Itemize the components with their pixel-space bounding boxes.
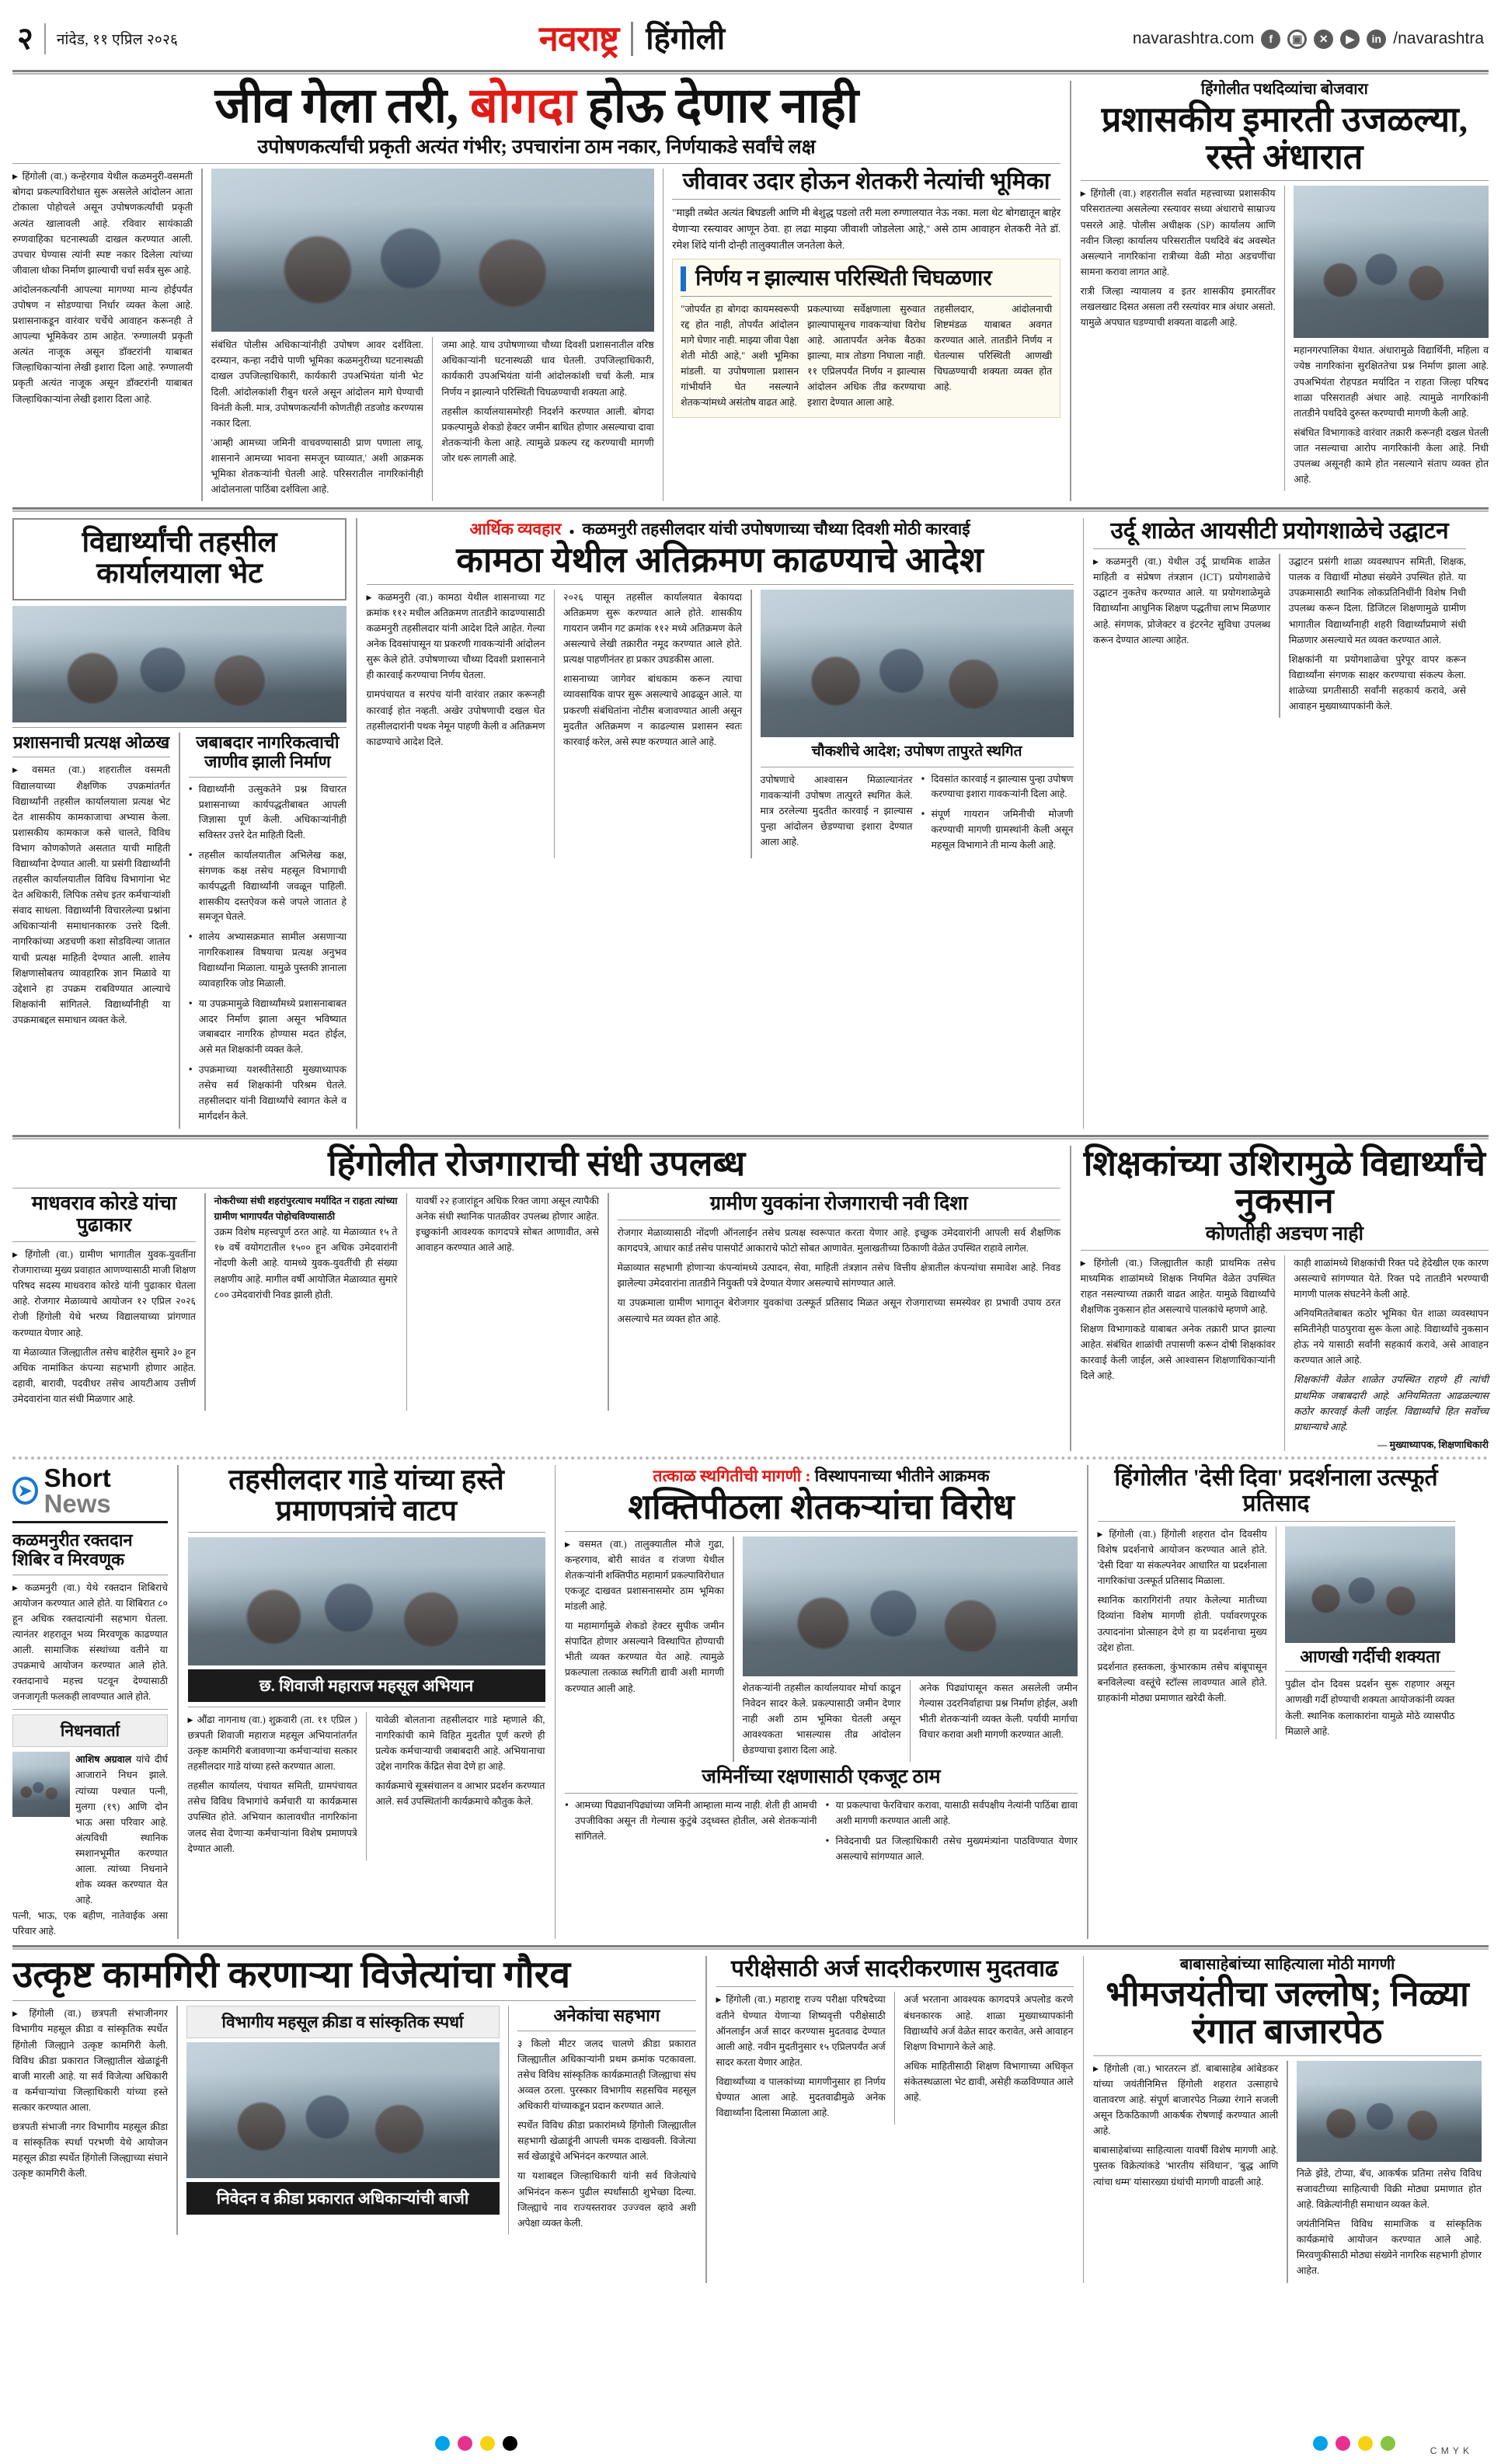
section-rule — [1083, 1956, 1085, 2282]
lead-box-headline: निर्णय न झाल्यास परिस्थिती चिघळणार — [681, 266, 1052, 291]
short-news-underline — [12, 1521, 168, 1523]
column-rule — [432, 337, 434, 501]
teachers-subhead: कोणतीही अडचण नाही — [1205, 1223, 1363, 1244]
obituary-name: आशिष अग्रवाल — [75, 1754, 132, 1766]
streetlight-headline: प्रशासकीय इमारती उजळल्या, रस्ते अंधारात — [1101, 100, 1468, 176]
pariksha-para4: अधिक माहितीसाठी शिक्षण विभागाच्या अधिकृत संकेतस्थळाला भेट द्यावी, असेही कळविण्यात आले आहे. — [904, 2060, 1074, 2104]
column-rule — [1279, 554, 1280, 718]
vijete-para5: या यशाबद्दल जिल्हाधिकारी यांनी सर्व विजेत्यांचे अभिनंदन करून पुढील स्पर्धांसाठी शुभेच्छा दिल्या. जिल्ह्याचे नाव राज्यस्तरावर उज्ज्वल व्हावे अशी अपेक्षा व्यक्त केली. — [517, 2170, 696, 2229]
lead-headline-part2: होऊ देणार नाही — [587, 78, 858, 133]
list-item: • उपक्रमाच्या यशस्वीतेसाठी मुख्याध्यापक तसेच सर्व शिक्षकांनी परिश्रम घेतले. तहसीलदार यांनी विद्यार्थ्यांचे स्वागत केले व मार्गदर्शन केले. — [189, 1063, 347, 1124]
pariksha-para3: अर्ज भरताना आवश्यक कागदपत्रे अपलोड करणे बंधनकारक आहे. शाळा मुख्याध्यापकांनी विद्यार्थ्यांचे अर्ज वेळेत सादर करावेत, असे आवाहन शिक्षण विभागाने केले आहे. — [904, 1994, 1074, 2052]
vijete-story — [12, 1956, 696, 2282]
tahsildar-photo — [188, 1537, 545, 1665]
bhim-photo — [1297, 2061, 1482, 2162]
rojgar-sidehead: माधवराव कोरडे यांचा पुढाकार — [31, 1193, 177, 1237]
list-item: • निवेदनाची प्रत जिल्हाधिकारी तसेच मुख्यमंत्र्यांना पाठविण्यात येणार असल्याचे सांगण्यात आले. — [826, 1834, 1078, 1865]
rojgar-right-title: ग्रामीण युवकांना रोजगाराची नवी दिशा — [709, 1193, 968, 1215]
masthead-rule — [12, 70, 1489, 75]
column-rule — [1276, 1526, 1277, 1739]
tahsildar-story — [188, 1465, 545, 1939]
lead-col-3 — [441, 337, 653, 501]
shakti-photo-block — [743, 1537, 1078, 1762]
kamtha-story: आर्थिक व्यवहार ● कळमनुरी तहसीलदार यांची उपोषणाच्या चौथ्या दिवशी मोठी कारवाई कामठा येथील अतिक्रमण काढण्याचे आदेश ▶ कळमनुरी (वा.) कामठा येथील शासनाच्या गट क्रमांक ११२ मधील अतिक्रमण तातडीने काढण्यासाठी कळमनुरी तहसीलदार यांनी आदेश दिले आहेत. गेल्या अनेक दिवसांपासून या प्रकरणी गावकऱ्यांनी आंदोलन सुरू केले होते. उपोषणाच्या चौथ्या दिवशी प्रशासनाने ही कारवाई करण्याचा निर्णय घेतला. ग्रामपंचायत व सरपंच यांनी वारंवार तक्रार करूनही कारवाई होत नव्हती. अखेर उपोषणाची दखल घेत तहसीलदारांनी पथक नेमून पाहणी केली व अतिक्रमण काढण्याचे आदेश दिले. २०२६ पासून तहसील कार्यालयात बेकायदा अतिक्रमण सुरू करण्यात आले होते. शासकीय गायरान जमीन गट क्रमांक ११२ मध्ये अतिक्रमण केले असल्याचे लेखी तक्रारीत नमूद करण्यात आले होते. प्रत्यक्ष पाहणीनंतर हा प्रकार उघडकीस आला. शासनाच्या जागेवर बांधकाम करून त्याचा व्यावसायिक वापर सुरू असल्याचे आढळून आले. या प्रकरणी संबंधितांना नोटीस बजावण्यात आली असून मुदतीत अतिक्रमण न काढल्यास प्रशासन स्वतः कारवाई करेल, असे स्पष्ट करण्यात आले आहे. चौकशीचे आदेश; उपोषण तापुरते स्थगित उपोषणाचे आश्वासन मिळाल्यानंतर गावकऱ्यांनी उपोषण तात्पुरते स्थगित केले. मात्र ठरलेल्या मुदतीत कारवाई न झाल्यास पुन्हा आंदोलन छेडण्याचा इशारा देण्यात आला आहे. • दिवसांत कारवाई न झाल्यास पुन्हा उपोषण करण्याचा इशारा गावकऱ्यांनी दिला आहे. • संपूर्ण गायरान जमिनीची मोजणी करण्याची मागणी ग्रामस्थांनी केली असून महसूल विभागाने ती मान्य केली आहे. — [367, 518, 1074, 1129]
column-rule — [179, 733, 180, 1129]
shakti-col-3 — [919, 1680, 1078, 1762]
streetlight-col1-para1: ▶ हिंगोली (वा.) शहरातील सर्वात महत्त्वाच्या प्रशासकीय परिसरातल्या असलेल्या रस्त्यावर सध्या अंधाराचे साम्राज्य पसरले आहे. पोलीस अधीक्षक (SP) कार्यालय आणि नवीन जिल्हा कार्यालय परिसरातील पथदिवे बंद अवस्थेत असल्याने नागरिकांना रात्रीच्या वेळी मोठा अडचणींचा सामना करावा लागत आहे. — [1081, 186, 1276, 280]
tahsildar-col-1 — [188, 1712, 357, 1860]
streetlight-col-2 — [1294, 186, 1489, 491]
shakti-kicker-red: तत्काळ स्थगितीची मागणी : — [653, 1467, 811, 1486]
list-item: • विद्यार्थ्यांनी उत्सुकतेने प्रश्न विचारत प्रशासनाच्या कार्यपद्धतीबाबत आपली जिज्ञासा पूर्ण केली. अधिकाऱ्यांनीही सविस्तर उत्तरे देत माहिती दिली. — [189, 782, 347, 844]
rojgar-col1-para2: या मेळाव्यात जिल्ह्यातील तसेच बाहेरील सुमारे ३० हून अधिक नामांकित कंपन्या सहभागी होणार आहेत. दहावी, बारावी, पदवीधर तसेच आयटीआय उत्तीर्ण उमेदवारांना यात संधी मिळणार आहे. — [12, 1346, 196, 1404]
column-rule — [204, 1193, 206, 1411]
short-news-title-gray: News — [44, 1489, 111, 1519]
tahsildar-col-2 — [375, 1712, 545, 1860]
lead-tint-box — [672, 259, 1060, 418]
vijete-para4: स्पर्धेत विविध क्रीडा प्रकारांमध्ये हिंगोली जिल्ह्यातील सहभागी खेळाडूंनी आपली चमक दाखवली. विजेत्या सर्व खेळाडूंचे अभिनंदन करण्यात आले. — [517, 2120, 696, 2163]
lead-headline-part1: जीव गेला तरी, — [214, 78, 458, 133]
footer-dots-left — [435, 2436, 522, 2455]
lead-col2-para1: संबंधित पोलीस अधिकाऱ्यांनीही उपोषण आवर दर्शविला. दरम्यान, कन्हा नदीचे पाणी भूमिका कळमनुरीच्या घटनास्थळी दाखल उपजिल्हाधिकारी, कार्यकारी उपअभियंता यांनी भेट दिली. आंदोलकांशी रीबुन धरले असून आंदोलन मागे घेण्याची विनंती केली. मात्र, उपोषणकर्त्यांनी कोणतीही तडजोड करण्यास नकार दिला. — [211, 339, 423, 429]
ict-col-1 — [1093, 554, 1270, 718]
rojgar-story — [12, 1146, 1060, 1451]
bhim-para3: निळे झेंडे, टोप्या, बॅच, आकर्षक प्रतिमा तसेच विविध सजावटीच्या साहित्याची विक्री मोठ्या प्रमाणात होत आहे. विक्रेत्यांनीही समाधान व्यक्त केले. — [1296, 2167, 1482, 2211]
instagram-icon[interactable]: ▣ — [1287, 30, 1307, 49]
bhim-col-2 — [1297, 2061, 1482, 2283]
short-news-title — [44, 1463, 168, 1519]
teachers-col1-para2: शिक्षण विभागाकडे याबाबत अनेक तक्रारी प्राप्त झाल्या आहेत. संबंधित शाळांची तपासणी करून दोषी शिक्षकांवर कारवाई केली जाईल, असे आश्वासन शिक्षणाधिकाऱ्यांनी दिले आहे. — [1080, 1324, 1276, 1382]
kamtha-photo-block — [761, 590, 1074, 858]
vijete-col-2 — [517, 2006, 696, 2234]
section-divider-2 — [12, 1135, 1489, 1140]
teachers-col1-para1: ▶ हिंगोली (वा.) जिल्ह्यातील काही प्राथमिक तसेच माध्यमिक शाळांमध्ये शिक्षक नियमित वेळेत उपस्थित राहत नसल्याच्या तक्रारी वाढत आहेत. यामुळे विद्यार्थ्यांचे शैक्षणिक नुकसान होत असल्याचे पालकांचे म्हणणे आहे. — [1081, 1255, 1276, 1317]
edition-name: हिंगोली — [646, 21, 726, 56]
vijete-para3: ३ किलो मीटर जलद चालणे क्रीडा प्रकारात जिल्ह्यातील अधिकाऱ्यांनी प्रथम क्रमांक पटकावला. तसेच विविध सांस्कृतिक कार्यक्रमातही जिल्ह्याचा संघ अव्वल ठरला. पुरस्कार विभागीय सहसचिव महसूल अधिकारी यांच्याकडून प्रदान करण्यात आले. — [517, 2038, 696, 2112]
vijete-photo-bar: निवेदन व क्रीडा प्रकारात अधिकाऱ्यांची बाजी — [186, 2182, 500, 2215]
masthead-left — [17, 23, 178, 54]
rojgar-headline: हिंगोलीत रोजगाराची संधी उपलब्ध — [328, 1144, 746, 1184]
teachers-col2-para1: काही शाळांमध्ये शिक्षकांची रिक्त पदे हेदेखील एक कारण असल्याचे सांगण्यात येते. रिक्त पदे तातडीने भरण्याची मागणी पालक संघटनेने केली आहे. — [1294, 1257, 1489, 1300]
vijete-photo-block — [186, 2006, 500, 2234]
desi-diva-para1: ▶ हिंगोली (वा.) हिंगोली शहरात दोन दिवसीय विशेष प्रदर्शनाचे आयोजन करण्यात आले होते. 'देसी दिवा' या संकल्पनेवर आधारित या प्रदर्शनाला नागरिकांचा उत्स्फूर्त प्रतिसाद मिळाला. — [1098, 1526, 1267, 1589]
bhim-para1: ▶ हिंगोली (वा.) भारतरत्न डॉ. बाबासाहेब आंबेडकर यांच्या जयंतीनिमित्त हिंगोली शहरात उत्साहाचे वातावरण आहे. संपूर्ण बाजारपेठ निळ्या रंगाने सजली असून ठिकठिकाणी आकर्षक रोषणाई करण्यात आली आहे. — [1093, 2061, 1278, 2139]
lead-section — [12, 78, 1489, 501]
band-two — [12, 518, 1489, 1129]
streetlight-photo — [1294, 186, 1489, 338]
kamtha-col-1 — [367, 590, 545, 858]
lead-col2-para2: 'आम्ही आमच्या जमिनी वाचवण्यासाठी प्राण पणाला लावू. शासनाने आमच्या भावना समजून घ्याव्यात,' अशी आक्रमक भूमिका शेतकऱ्यांनी घेतली आहे. परिसरातील नागरिकांनीही आंदोलनाला पाठिंबा दर्शविला आहे. — [211, 437, 423, 496]
band-four — [12, 1465, 1489, 1939]
students-col-2 — [189, 733, 347, 1129]
students-bullet-list — [189, 782, 347, 1125]
lead-box-col2: प्रकल्पाच्या सर्वेक्षणाला सुरुवात झाल्यापासूनच गावकऱ्यांचा विरोध आहे. आतापर्यंत अनेक बैठका झाल्या, मात्र तोडगा निघाला नाही. ११ एप्रिलपर्यंत निर्णय न झाल्यास आंदोलन अधिक तीव्र करण्याचा इशारा देण्यात आला आहे. — [807, 303, 926, 409]
desi-diva-para2: स्थानिक कारागिरांनी तयार केलेल्या मातीच्या दिव्यांना विशेष मागणी होती. पर्यावरणपूरक उत्पादनांना प्रोत्साहन देणे हा या प्रदर्शनाचा मुख्य उद्देश होता. — [1097, 1595, 1267, 1653]
list-item: • दिवसांत कारवाई न झाल्यास पुन्हा उपोषण करण्याचा इशारा गावकऱ्यांनी दिला आहे. — [921, 772, 1074, 803]
ict-col-2 — [1289, 554, 1466, 718]
desi-diva-col-1 — [1098, 1526, 1267, 1739]
lead-center-block — [211, 169, 654, 501]
band-five — [12, 1956, 1489, 2282]
lead-story — [12, 78, 1061, 501]
lead-quote-block — [672, 169, 1060, 501]
column-rule — [508, 2006, 510, 2234]
students-col2-title: जबाबदार नागरिकत्वाची जाणीव झाली निर्माण — [196, 733, 340, 772]
short-news-item-title: कळमनुरीत रक्तदान शिबिर व मिरवणूक — [12, 1530, 133, 1570]
shakti-kicker-black: विस्थापनाच्या भीतीने आक्रमक — [814, 1467, 990, 1486]
teachers-col-1 — [1081, 1255, 1276, 1451]
footer-registration-marks — [0, 2438, 1501, 2455]
column-rule — [554, 590, 555, 858]
dot-magenta — [458, 2436, 472, 2451]
date-line: नांदेड, ११ एप्रिल २०२६ — [56, 32, 179, 48]
section-rule — [705, 1956, 707, 2282]
tahsildar-para2: तहसील कार्यालय, पंचायत समिती, ग्रामपंचायत तसेच विविध विभागांचे कर्मचारी या कार्यक्रमास उपस्थित होते. अभियान कालावधीत नागरिकांना जलद सेवा देणाऱ्या कर्मचाऱ्यांना विशेष प्रमाणपत्रे देण्यात आली. — [187, 1780, 357, 1854]
column-rule — [608, 1193, 609, 1411]
list-item: • या प्रकल्पाचा फेरविचार करावा, यासाठी सर्वपक्षीय नेत्यांनी पाठिंबा द्यावा अशी मागणी करण्यात आली आहे. — [826, 1798, 1078, 1829]
short-news-header — [12, 1463, 168, 1519]
cmyk-label: C M Y K — [1430, 2445, 1470, 2456]
column-rule — [663, 169, 664, 501]
short-news-title-black: Short — [44, 1463, 111, 1493]
rojgar-col-1 — [12, 1193, 196, 1411]
section-rule — [177, 1465, 179, 1939]
shakti-story — [565, 1465, 1078, 1939]
social-handle: /navarashtra — [1393, 30, 1484, 47]
rojgar-col-2 — [214, 1193, 398, 1411]
rojgar-col4-para1: रोजगार मेळाव्यासाठी नोंदणी ऑनलाईन तसेच प्रत्यक्ष स्वरूपात करता येणार आहे. इच्छुक उमेदवारांनी आपली सर्व शैक्षणिक कागदपत्रे, आधार कार्ड तसेच पासपोर्ट आकाराचे फोटो सोबत आणावेत. मुलाखतीच्या ठिकाणी वेळेत उपस्थित राहावे लागेल. — [617, 1227, 1061, 1255]
lead-photo — [211, 169, 654, 332]
rojgar-col-3 — [416, 1193, 599, 1411]
teachers-col-2 — [1294, 1255, 1489, 1451]
list-item: • संपूर्ण गायरान जमिनीची मोजणी करण्याची मागणी ग्रामस्थांनी केली असून महसूल विभागाने ती मान्य केली आहे. — [921, 807, 1074, 854]
shakti-headline: शक्तिपीठला शेतकऱ्यांचा विरोध — [628, 1488, 1015, 1527]
students-photo — [12, 606, 347, 722]
column-rule — [201, 169, 203, 501]
shakti-para4: अनेक पिढ्यांपासून कसत असलेली जमीन गेल्यास उदरनिर्वाहाचा प्रश्न निर्माण होईल, अशी भीती शेतकऱ्यांनी व्यक्त केली. पर्यायी मार्गाचा विचार करावा अशी मागणी करण्यात आली. — [919, 1682, 1078, 1740]
dot-black — [503, 2436, 517, 2451]
rojgar-mid-title: नोकरीच्या संधी शहरांपुरत्याच मर्यादित न राहता त्यांच्या ग्रामीण भागापर्यंत पोहोचविण्यासाठी — [214, 1195, 398, 1223]
kamtha-photo-caption: चौकशीचे आदेश; उपोषण तापुरते स्थगित — [811, 743, 1022, 760]
kamtha-kicker: कळमनुरी तहसीलदार यांची उपोषणाच्या चौथ्या दिवशी मोठी कारवाई — [582, 520, 970, 539]
pariksha-para1: ▶ हिंगोली (वा.) महाराष्ट्र राज्य परीक्षा परिषदेच्या वतीने घेण्यात येणाऱ्या शिष्यवृत्ती परीक्षेसाठी ऑनलाईन अर्ज सादर करण्यास मुदतवाढ देण्यात आली आहे. नवीन मुदतीनुसार १५ एप्रिलपर्यंत अर्ज सादर करता येणार आहेत. — [716, 1992, 886, 2069]
section-divider-4 — [12, 1945, 1489, 1950]
masthead-right — [1133, 30, 1484, 49]
streetlight-col2-para2: संबंधित विभागाकडे वारंवार तक्रारी करूनही दखल घेतली जात नसल्याचा आरोप नागरिकांनी केला आहे. निधी उपलब्ध असूनही कामे होत नसल्याने संताप व्यक्त होत आहे. — [1294, 426, 1489, 485]
shakti-col-2 — [743, 1680, 901, 1762]
short-news-item-body: ▶ कळमनुरी (वा.) येथे रक्तदान शिबिराचे आयोजन करण्यात आले होते. या शिबिरात ८० हून अधिक रक्तदात्यांनी सहभाग घेतला. त्यानंतर शहरातून भव्य मिरवणूक काढण्यात आली. सामाजिक संस्थांच्या वतीने या उपक्रमाचे आयोजन करण्यात आले होते. रक्तदानाचे महत्त्व पटवून देण्यासाठी जनजागृती फलकही लावण्यात आले होते. — [12, 1580, 168, 1705]
lead-headline-highlight: बोगदा — [470, 78, 576, 133]
vijete-col2-title: अनेकांचा सहभाग — [553, 2006, 660, 2026]
kamtha-col1-para2: ग्रामपंचायत व सरपंच यांनी वारंवार तक्रार करूनही कारवाई होत नव्हती. अखेर उपोषणाची दखल घेत तहसीलदारांनी पथक नेमून पाहणी केली व अतिक्रमण काढण्याचे आदेश दिले. — [366, 689, 545, 747]
students-subhead: प्रशासनाची प्रत्यक्ष ओळख — [12, 733, 170, 753]
streetlight-col2-para1: महानगरपालिका येथात. अंधारामुळे विद्यार्थिनी, महिला व ज्येष्ठ नागरिकांना सुरक्षिततेचा प्रश्न निर्माण झाला आहे. उपअभियंता रोहपडत मर्यादित न राहता जिल्हा परिषद शाळा परिसरातही अंधार आहे. त्यामुळे नागरिकांनी तातडीने पथदिवे दुरुस्त करण्याची मागणी केली आहे. — [1294, 345, 1489, 419]
teachers-headline: शिक्षकांच्या उशिरामुळे विद्यार्थ्यांचे नुकसान — [1083, 1144, 1485, 1221]
bhim-headline: भीमजयंतीचा जल्लोष; निळ्या रंगात बाजारपेठ — [1106, 1975, 1469, 2052]
tahsildar-caption-bar: छ. शिवाजी महाराज महसूल अभियान — [188, 1669, 545, 1702]
shakti-para3: शेतकऱ्यांनी तहसील कार्यालयावर मोर्चा काढून निवेदन सादर केले. प्रकल्पासाठी जमीन देणार नाही अशी ठाम भूमिका घेतली असून आवश्यकता भासल्यास तीव्र आंदोलन छेडण्याचा इशारा दिला आहे. — [742, 1682, 901, 1756]
lead-col-1 — [12, 169, 193, 501]
ict-para3: शिक्षकांनी या प्रयोगशाळेचा पुरेपूर वापर करून विद्यार्थ्यांना संगणक साक्षर करण्याचा संकल्प केला. शाळेच्या प्रगतीसाठी सर्वांनी सहकार्य करावे, असे आवाहन मुख्याध्यापकांनी केले. — [1288, 653, 1466, 712]
section-rule — [1070, 81, 1071, 501]
list-item: • तहसील कार्यालयातील अभिलेख कक्ष, संगणक कक्ष तसेच महसूल विभागाची कार्यपद्धती विद्यार्थ्यांनी जवळून पाहिली. शासकीय दस्तऐवज कसे जपले जातात हे समजून घेतले. — [189, 848, 347, 925]
column-rule — [1287, 2061, 1288, 2283]
section-rule — [1087, 1465, 1088, 1939]
pariksha-col-2 — [904, 1992, 1073, 2125]
section-divider-3 — [12, 1456, 1489, 1460]
lead-box-col1: "जोपर्यंत हा बोगदा कायमस्वरूपी रद्द होत नाही, तोपर्यंत आंदोलन मागे घेणार नाही. माझ्या जीवा पेक्षा शेती मोठी आहे," अशी भूमिका मांडली. या उपोषणाला प्रशासन गांभीर्याने घेत नसल्याने शेतकऱ्यांमध्ये असंतोष वाढत आहे. — [681, 303, 799, 409]
tahsildar-headline: तहसीलदार गाडे यांच्या हस्ते प्रमाणपत्रांचे वाटप — [228, 1464, 504, 1527]
teachers-quote-attribution: — मुख्याध्यापक, शिक्षणाधिकारी — [1377, 1439, 1489, 1451]
masthead-center — [538, 19, 726, 58]
vijete-para1: ▶ हिंगोली (वा.) छत्रपती संभाजीनगर विभागीय महसूल क्रीडा व सांस्कृतिक स्पर्धेत हिंगोली जिल्ह्याने उत्कृष्ट कामगिरी केली. विविध क्रीडा प्रकारात जिल्ह्यातील खेळाडूंनी बाजी मारली आहे. या सर्व विजेत्या अधिकारी व कर्मचाऱ्यांचा जिल्हाधिकारी यांच्या हस्ते सत्कार करण्यात आला. — [12, 2006, 168, 2115]
tahsildar-para3: यावेळी बोलताना तहसीलदार गाडे म्हणाले की, नागरिकांची कामे विहित मुदतीत पूर्ण करणे ही प्रत्येक कर्मचाऱ्याची जबाबदारी आहे. अभियानाचा उद्देश नागरिक केंद्रित सेवा देणे हा आहे. — [375, 1714, 545, 1773]
band-three — [12, 1146, 1489, 1451]
students-headline: विद्यार्थ्यांची तहसील कार्यालयाला भेट — [82, 527, 277, 590]
rojgar-col-4 — [618, 1193, 1061, 1411]
footer-dots-right — [1313, 2436, 1400, 2455]
vijete-photo — [186, 2042, 500, 2178]
kamtha-col1-para1: ▶ कळमनुरी (वा.) कामठा येथील शासनाच्या गट क्रमांक ११२ मधील अतिक्रमण तातडीने काढण्यासाठी कळमनुरी तहसीलदार यांनी आदेश दिले आहेत. गेल्या अनेक दिवसांपासून या प्रकरणी गावकऱ्यांनी आंदोलन सुरू केले होते. उपोषणाच्या चौथ्या दिवशी प्रशासनाने ही कारवाई करण्याचा निर्णय घेतला. — [367, 590, 545, 684]
shakti-para2: या महामार्गामुळे शेकडो हेक्टर सुपीक जमीन संपादित होणार असल्याने विस्थापित होण्याची भीती व्यक्त करण्यात येत आहे. त्यामुळे प्रकल्पाला तत्काळ स्थगिती द्यावी अशी मागणी करण्यात आली आहे. — [565, 1620, 724, 1694]
bhim-para4: जयंतीनिमित्त विविध सामाजिक व सांस्कृतिक कार्यक्रमांचे आयोजन करण्यात आले आहे. मिरवणुकीसाठी मोठ्या संख्येने नागरिक सहभागी होणार आहेत. — [1296, 2219, 1482, 2277]
kamtha-col2-para1: २०२६ पासून तहसील कार्यालयात बेकायदा अतिक्रमण सुरू करण्यात आले होते. शासकीय गायरान जमीन गट क्रमांक ११२ मध्ये अतिक्रमण केले असल्याचे लेखी तक्रारीत नमूद करण्यात आले होते. प्रत्यक्ष पाहणीनंतर हा प्रकार उघडकीस आला. — [563, 591, 742, 666]
pariksha-headline: परीक्षेसाठी अर्ज सादरीकरणास मुदतवाढ — [731, 1956, 1058, 1982]
lead-box-col3: तहसीलदार, आंदोलनाची शिष्टमंडळ याबाबत अवगत करण्यात आले. तातडीने निर्णय न घेतल्यास परिस्थिती आणखी चिघळण्याची शक्यता व्यक्त होत आहे. — [934, 303, 1053, 393]
kamtha-kicker-red: आर्थिक व्यवहार — [469, 520, 562, 539]
lead-rule — [12, 163, 1060, 164]
students-headline-box — [12, 518, 347, 600]
vijete-col-1 — [12, 2006, 168, 2234]
lead-headline — [12, 78, 1060, 133]
youtube-icon[interactable]: ▶ — [1340, 30, 1360, 49]
tahsildar-para1: ▶ औंढा नागनाथ (वा.) शुक्रवारी (ता. ११ एप्रिल ) छत्रपती शिवाजी महाराज महसूल अभियानांतर्गत उत्कृष्ट कामगिरी बजावणाऱ्या कर्मचाऱ्यांचा सत्कार तहसीलदार गाडे यांच्या हस्ते करण्यात आला. — [188, 1712, 357, 1774]
list-item: • या उपक्रमामुळे विद्यार्थ्यांमध्ये प्रशासनाबाबत आदर निर्माण झाला असून भविष्यात जबाबदार नागरिक होण्यास मदत होईल, असे मत शिक्षकांनी व्यक्त केले. — [189, 997, 347, 1058]
section-rule — [1070, 1146, 1071, 1451]
column-rule — [733, 1537, 734, 1762]
rojgar-col3-para1: यावर्षी २२ हजारांहून अधिक रिक्त जागा असून त्यापैकी अनेक संधी स्थानिक पातळीवर उपलब्ध होणार आहेत. इच्छुकांनी आवश्यक कागदपत्रे सोबत आणावीत, असे आवाहन करण्यात आले आहे. — [416, 1195, 599, 1254]
lead-col1-para1: ▶ हिंगोली (वा.) कन्हेरगाव येथील कळमनुरी-वसमती बोगदा प्रकल्पाविरोधात सुरू असलेले आंदोलन आता टोकाला पोहोचले असून उपोषणकर्त्यांची प्रकृती अत्यंत खालावली आहे. रविवार सायंकाळी रुग्णवाहिका घटनास्थळी दाखल करण्यात आली. उपचार घेण्यास त्यांनी स्पष्ट नकार दिलेला त्यांच्या जीवाला धोका निर्माण झाल्याची चर्चा सर्वत्र सुरू आहे. — [12, 169, 193, 278]
ict-story — [1093, 518, 1466, 1129]
logo-separator — [631, 22, 633, 56]
column-rule — [1284, 1255, 1286, 1451]
students-story — [12, 518, 347, 1129]
lead-subhead: उपोषणकर्त्यांची प्रकृती अत्यंत गंभीर; उपचारांना ठाम नकार, निर्णयाकडे सर्वांचे लक्ष — [257, 136, 816, 158]
facebook-icon[interactable]: f — [1261, 30, 1280, 49]
shakti-photo — [743, 1537, 1078, 1676]
section-divider-1 — [12, 507, 1489, 512]
rojgar-col2-para1: उक्रम विशेष महत्त्वपूर्ण ठरत आहे. या मेळाव्यात १५ ते १७ वर्षे वयोगटातील १५०० हून अधिक उमेदवारांनी नोंदणी केली आहे. यामध्ये युवक-युवतींची ही संख्या लक्षणीय आहे. मागील वर्षी आयोजित मेळाव्यात सुमारे ८०० उमेदवारांची निवड झाली होती. — [214, 1227, 398, 1300]
section-rule — [555, 1465, 556, 1939]
lead-col3-para2: तहसील कार्यालयासमोरही निदर्शने करण्यात आली. बोगदा प्रकल्पामुळे शेकडो हेक्टर जमीन बाधित होणार असल्याचा दावा शेतकऱ्यांनी केला आहे. त्यामुळे प्रकल्प रद्द करण्याची मागणी जोर धरू लागली आहे. — [441, 405, 654, 464]
kamtha-bullets — [921, 772, 1074, 858]
dot-green — [1381, 2436, 1395, 2451]
rojgar-col1-para1: ▶ हिंगोली (वा.) ग्रामीण भागातील युवक-युवतींना रोजगाराच्या मुख्य प्रवाहात आणण्यासाठी माजी शिक्षण परिषद सदस्य माधवराव कोरडे यांनी पुढाकार घेतला आहे. रोजगार मेळाव्याचे आयोजन १२ एप्रिल २०२६ रोजी हिंगोली येथे भरघ्य विद्यालयाच्या प्रांगणात करण्यात येणार आहे. — [12, 1247, 196, 1341]
desi-diva-subhead: आणखी गर्दीची शक्यता — [1300, 1647, 1440, 1667]
dot-cyan — [435, 2436, 450, 2451]
masthead-divider — [44, 23, 46, 54]
lead-col3-para1: जमा आहे. याच उपोषणाच्या चौथ्या दिवशी प्रशासनातील वरिष्ठ अधिकाऱ्यांनी घटनास्थळी धाव घेतली. उपजिल्हाधिकारी, कार्यकारी उपअभियंता यांनी आंदोलकांशी चर्चा केली. मात्र निर्णय न झाल्याने परिस्थिती चिघळण्याची शक्यता आहे. — [441, 339, 654, 398]
dot-yellow — [480, 2436, 495, 2451]
streetlight-story — [1081, 81, 1489, 501]
desi-diva-story — [1098, 1465, 1455, 1939]
shakti-subhead: जमिनींच्या रक्षणासाठी एकजूट ठाम — [702, 1766, 941, 1788]
bhim-kicker: बाबासाहेबांच्या साहित्याला मोठी मागणी — [1179, 1956, 1395, 1974]
rojgar-col4-para3: या उपक्रमाला ग्रामीण भागातून बेरोजगार युवकांचा उत्स्फूर्त प्रतिसाद मिळत असून रोजगाराच्या समस्येवर हा प्रभावी उपाय ठरत असल्याचे मत व्यक्त होत आहे. — [617, 1297, 1061, 1324]
column-rule — [406, 1193, 408, 1411]
vijete-para2: छत्रपती संभाजी नगर विभागीय महसूल क्रीडा व सांस्कृतिक स्पर्धा परभणी येथे आयोजन महसूल क्रीडा स्पर्धेत हिंगोली जिल्ह्याच्या संघाने उत्कृष्ट कामगिरी केली. — [12, 2121, 168, 2180]
shakti-bullets-2 — [826, 1798, 1078, 1869]
website-url[interactable]: navarashtra.com — [1132, 30, 1255, 47]
bhim-story — [1093, 1956, 1482, 2282]
section-rule — [356, 518, 357, 1129]
obituary-bar: निधनवार्ता — [12, 1714, 168, 1747]
publication-logo: नवराष्ट्र — [538, 19, 619, 58]
shakti-col-1 — [565, 1537, 724, 1762]
teachers-col2-para2: अनियमिततेबाबत कठोर भूमिका घेत शाळा व्यवस्थापन समितीनेही पाठपुरावा सुरू केला आहे. विद्यार्थ्यांचे नुकसान होऊ नये यासाठी सर्वांनी सहकार्य करावे, असे आवाहन करण्यात आले आहे. — [1294, 1308, 1489, 1366]
vijete-bar: विभागीय महसूल क्रीडा व सांस्कृतिक स्पर्धा — [186, 2006, 500, 2038]
obituary-photo — [12, 1752, 70, 1817]
lead-sub-headline: जीवावर उदार होऊन शेतकरी नेत्यांची भूमिका — [682, 169, 1050, 195]
lead-pullquote: "माझी तब्येत अत्यंत बिघडली आणि मी बेशुद्ध पडलो तरी मला रुग्णालयात नेऊ नका. मला थेट बोगद्यातून बाहेर येणाऱ्या रस्त्यावर आणून ठेवा. हा लढा माझ्या जीवाशी जोडलेला आहे," असे ठाम आवाहन शेतकरी नेते डॉ. रमेश शिंदे यांनी दोन्ही तालुक्यातील जनतेला केले. — [672, 207, 1061, 252]
desi-diva-col-2 — [1285, 1526, 1454, 1739]
dot-cyan — [1313, 2436, 1328, 2451]
vijete-headline: उत्कृष्ट कामगिरी करणाऱ्या विजेत्यांचा गौरव — [12, 1954, 571, 1996]
kamtha-col-2 — [563, 590, 742, 858]
streetlight-col1-para2: रात्री जिल्हा न्यायालय व इतर शासकीय इमारतींवर लखलखाट दिसत असला तरी रस्त्यांवर मात्र अंधार असतो. यामुळे अपघात घडण्याची शक्यता वाढली आहे. — [1080, 285, 1276, 329]
column-rule — [176, 2006, 178, 2234]
pariksha-col-1 — [716, 1992, 886, 2125]
obituary-lines: पत्नी, भाऊ, एक बहीण, नातेवाईक असा परिवार आहे. — [12, 1910, 168, 1937]
obituary-body: यांचे दीर्घ आजाराने निधन झाले. त्यांच्या पश्चात पत्नी, मुलगा (१९) आणि दोन भाऊ असा परिवार आहे. अंत्यविधी स्थानिक स्मशानभूमीत करण्यात आला. त्यांच्या निधनाने शोक व्यक्त करण्यात येत आहे. — [75, 1754, 168, 1906]
desi-diva-photo — [1285, 1526, 1454, 1643]
lead-col-2 — [211, 337, 423, 501]
students-col-1 — [12, 733, 170, 1129]
section-rule — [1083, 518, 1085, 1129]
arrow-right-icon: ➤ — [12, 1477, 38, 1505]
teachers-story — [1081, 1146, 1489, 1451]
shakti-kicker — [565, 1465, 1078, 1487]
ict-para1: ▶ कळमनुरी (वा.) येथील उर्दू प्राथमिक शाळेत माहिती व संप्रेषण तंत्रज्ञान (ICT) प्रयोगशाळेचे उद्घाटन नुकतेच करण्यात आले. या प्रयोगशाळेमुळे विद्यार्थ्यांना आधुनिक शिक्षण पद्धतीचा लाभ मिळणार आहे. संगणक, प्रोजेक्टर व इंटरनेट सुविधा उपलब्ध करून देण्यात आल्या आहेत. — [1093, 554, 1270, 648]
dot-yellow — [1358, 2436, 1373, 2451]
bhim-col-1 — [1093, 2061, 1278, 2283]
x-twitter-icon[interactable]: ✕ — [1314, 30, 1333, 49]
column-rule — [366, 1712, 367, 1860]
short-news-block — [12, 1465, 168, 1939]
list-item: • आमच्या पिढ्यानपिढ्यांच्या जमिनी आम्हाला मान्य नाही. शेती ही आमची उपजीविका असून ती गेल्यास कुटुंबे उद्ध्वस्त होतील, असे शेतकऱ्यांनी सांगितले. — [565, 1798, 817, 1845]
desi-diva-headline: हिंगोलीत 'देसी दिवा' प्रदर्शनाला उत्स्फूर्त प्रतिसाद — [1114, 1465, 1438, 1517]
kamtha-after-caption: उपोषणाचे आश्वासन मिळाल्यानंतर गावकऱ्यांनी उपोषण तात्पुरते स्थगित केले. मात्र ठरलेल्या मुदतीत कारवाई न झाल्यास पुन्हा आंदोलन छेडण्याचा इशारा देण्यात आला आहे. — [760, 774, 913, 847]
ict-headline: उर्दू शाळेत आयसीटी प्रयोगशाळेचे उद्घाटन — [1110, 518, 1449, 545]
ict-para2: उद्घाटन प्रसंगी शाळा व्यवस्थापन समिती, शिक्षक, पालक व विद्यार्थी मोठ्या संख्येने उपस्थित होते. या उपक्रमासाठी स्थानिक लोकप्रतिनिधींनी विशेष निधी उपलब्ध करून दिला. डिजिटल शिक्षणामुळे ग्रामीण भागातील विद्यार्थ्यांनाही शहरी विद्यार्थ्यांप्रमाणे संधी मिळणार असल्याचे मत व्यक्त करण्यात आले. — [1288, 556, 1466, 646]
rojgar-col4-para2: मेळाव्यात सहभागी होणाऱ्या कंपन्यांमध्ये उत्पादन, सेवा, माहिती तंत्रज्ञान तसेच वित्तीय क्षेत्रातील कंपन्यांचा समावेश आहे. निवड झालेल्या उमेदवारांना तातडीने नियुक्ती पत्रे देण्यात येणार असल्याचे सांगण्यात आले. — [617, 1262, 1061, 1289]
dot-magenta — [1336, 2436, 1350, 2451]
list-item: • शालेय अभ्यासक्रमात सामील असणाऱ्या नागरिकशास्त्र विषयाचा प्रत्यक्ष अनुभव विद्यार्थ्यांना मिळाला. यामुळे पुस्तकी ज्ञानाला व्यावहारिक जोड मिळाली. — [189, 930, 347, 991]
streetlight-col-1 — [1081, 186, 1276, 491]
desi-diva-para3: प्रदर्शनात हस्तकला, कुंभारकाम तसेच बांबूपासून बनविलेल्या वस्तूंचे स्टॉल्स लावण्यात आले होते. ग्राहकांनी मोठ्या प्रमाणात खरेदी केली. — [1097, 1661, 1267, 1704]
linkedin-icon[interactable]: in — [1367, 30, 1386, 49]
kamtha-col2-para2: शासनाच्या जागेवर बांधकाम करून त्याचा व्यावसायिक वापर सुरू असल्याचे आढळून आले. या प्रकरणी संबंधितांना नोटीस बजावण्यात आली असून मुदतीत अतिक्रमण न काढल्यास प्रशासन स्वतः कारवाई करेल, असे स्पष्ट करण्यात आले आहे. — [563, 673, 742, 747]
streetlight-kicker: हिंगोलीत पथदिव्यांचा बोजवारा — [1200, 81, 1368, 98]
bhim-para2: बाबासाहेबांच्या साहित्याला यावर्षी विशेष मागणी आहे. पुस्तक विक्रेत्यांकडे 'भारतीय संविधान', 'बुद्ध आणि त्यांचा धम्म' यांसारख्या ग्रंथांची मागणी वाढली आहे. — [1093, 2145, 1279, 2187]
pariksha-story — [716, 1956, 1074, 2282]
shakti-para1: ▶ वसमत (वा.) तालुक्यातील मौजे गुढा, कन्हरगाव, बोरी सावंत व रांजणा येथील शेतकऱ्यांनी शक्तिपीठ महामार्ग प्रकल्पाविरोधात एकजूट दाखवत प्रशासनासमोर ठाम भूमिका मांडली आहे. — [565, 1537, 724, 1614]
page-number: २ — [17, 21, 33, 56]
shakti-bullets-1 — [565, 1798, 817, 1869]
masthead — [12, 11, 1489, 67]
column-rule — [910, 1680, 911, 1762]
kamtha-photo — [761, 590, 1074, 737]
column-rule — [894, 1992, 896, 2125]
kamtha-headline: कामठा येथील अतिक्रमण काढण्याचे आदेश — [456, 541, 984, 580]
pariksha-para2: विद्यार्थ्यांच्या व पालकांच्या मागणीनुसार हा निर्णय घेण्यात आला आहे. मुदतवाढीमुळे अनेक विद्यार्थ्यांना दिलासा मिळाला आहे. — [716, 2076, 886, 2119]
students-body: ▶ वसमत (वा.) शहरातील वसमती विद्यालयाच्या शैक्षणिक उपक्रमांतर्गत विद्यार्थ्यांनी तहसील कार्यालयाला प्रत्यक्ष भेट देत शासकीय कामकाजाचा अभ्यास केला. प्रशासकीय कामकाज कसे चालते, विविध विभाग कोणकोणते असतात याची माहिती विद्यार्थ्यांना देण्यात आली. या प्रसंगी विद्यार्थ्यांनी तहसील कार्यालयातील विविध विभागांना भेट देत अधिकारी, लिपिक तसेच इतर कर्मचाऱ्यांशी संवाद साधला. विद्यार्थ्यांनी विचारलेल्या प्रश्नांना अधिकाऱ्यांनी समाधानकारक उत्तरे दिली. नागरिकांच्या अडचणी कशा सोडविल्या जातात याची प्रत्यक्ष माहिती देण्यात आली. शालेय शिक्षणासोबतच व्यावहारिक ज्ञान मिळावे या उद्देशाने हा उपक्रम राबविण्यात आल्याचे शिक्षकांनी सांगितले. विद्यार्थ्यांनीही या उपक्रमाबद्दल समाधान व्यक्त केले. — [12, 762, 170, 1028]
teachers-quote: शिक्षकांनी वेळेत शाळेत उपस्थित राहणे ही त्यांची प्राथमिक जबाबदारी आहे. अनियमितता आढळल्यास कठोर कारवाई केली जाईल. विद्यार्थ्यांचे हित सर्वोच्च प्राधान्याचे आहे. — [1294, 1374, 1489, 1432]
desi-diva-sub-body: पुढील दोन दिवस प्रदर्शन सुरू राहणार असून आणखी गर्दी होण्याची शक्यता आयोजकांनी व्यक्त केली. स्थानिक कलाकारांना यामुळे मोठे व्यासपीठ मिळाले आहे. — [1285, 1679, 1455, 1737]
lead-col1-para2: आंदोलनकर्त्यांनी आपल्या मागण्या मान्य होईपर्यंत उपोषण न सोडण्याचा निर्धार व्यक्त केला आहे. प्रशासनाकडून वारंवार चर्चेचे आवाहन करूनही ते आपल्या भूमिकेवर ठाम आहेत. 'रुग्णालयी प्रकृती अत्यंत नाजूक असून डॉक्टरांनी याबाबत जिल्हाधिकाऱ्यांना लेखी इशारा दिला आहे. 'रुग्णालयी प्रकृती अत्यंत नाजूक असून डॉक्टरांनी याबाबत जिल्हाधिकाऱ्यांना लेखी इशारा दिला आहे. — [12, 284, 193, 405]
column-rule — [750, 590, 752, 858]
column-rule — [1284, 186, 1286, 491]
tahsildar-para4: कार्यक्रमाचे सूत्रसंचालन व आभार प्रदर्शन करण्यात आले. सर्व उपस्थितांनी कार्यक्रमाचे कौतुक केले. — [375, 1780, 545, 1808]
